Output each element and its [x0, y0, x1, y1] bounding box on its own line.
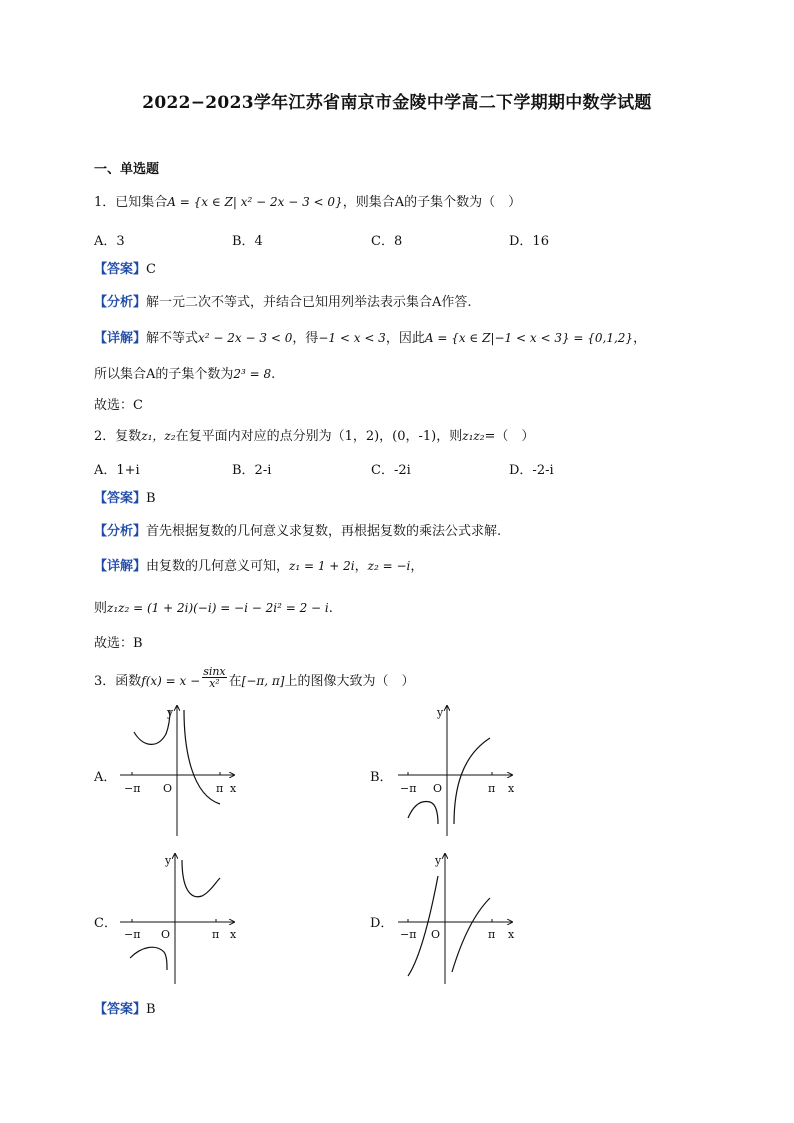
pi-label: π — [488, 928, 496, 941]
q2-detail — [94, 556, 423, 577]
q1-detail-end: ， — [633, 331, 647, 346]
q2-answer-value: B — [146, 491, 156, 506]
q1-analysis — [94, 293, 472, 313]
q2-stem-suffix: =（ ） — [484, 429, 535, 444]
neg-pi-label: −π — [124, 928, 141, 941]
q1-option-a: A．3 — [94, 234, 125, 249]
q3-fraction — [202, 666, 226, 689]
q2-answer — [94, 489, 156, 509]
q1-option-b: B．4 — [232, 234, 263, 249]
q1-conclusion-end: . — [271, 367, 276, 382]
q2-detail-separator: ， — [354, 559, 368, 574]
q3-stem-prefix: 3．函数 — [94, 674, 142, 689]
q2-detail-z1: z₁ = 1 + 2i — [289, 559, 355, 573]
curve-left — [408, 802, 438, 824]
q3-interval: [−π, π] — [241, 674, 285, 688]
q1-detail-mid2: ，因此 — [385, 331, 425, 346]
x-label: x — [230, 782, 237, 795]
q1-analysis-text: 解一元二次不等式，并结合已知用列举法表示集合A作答. — [146, 295, 472, 310]
page-title: 2022−2023学年江苏省南京市金陵中学高二下学期期中数学试题 — [142, 93, 652, 113]
q1-option-d: D．16 — [509, 234, 549, 249]
q1-stem-suffix: ，则集合A的子集个数为（ ） — [342, 195, 522, 210]
x-label: x — [508, 782, 515, 795]
q2-stem-variables: z₁，z₂ — [141, 429, 176, 443]
q1-answer-value: C — [146, 262, 156, 277]
neg-pi-label: −π — [124, 782, 141, 795]
answer-tag: 【答案】 — [94, 262, 147, 277]
q1-detail-range: −1 < x < 3 — [318, 331, 386, 345]
q3-answer-value: B — [146, 1002, 156, 1017]
neg-pi-label: −π — [400, 782, 417, 795]
q2-analysis-text: 首先根据复数的几何意义求复数，再根据复数的乘法公式求解. — [146, 524, 502, 539]
q3-option-a-label: A． — [94, 770, 117, 785]
x-label: x — [230, 928, 237, 941]
pi-label: π — [488, 782, 496, 795]
pi-label: π — [216, 782, 224, 795]
q1-detail-mid: ，得 — [292, 331, 319, 346]
q2-calc-expression: z₁z₂ = (1 + 2i)(−i) = −i − 2i² = 2 − i — [107, 601, 329, 615]
q2-option-a: A．1+i — [94, 463, 140, 478]
q1-stem-prefix: 1．已知集合 — [94, 195, 168, 210]
q2-detail-end: ， — [410, 559, 424, 574]
answer-tag: 【答案】 — [94, 1002, 147, 1017]
curve-left — [134, 710, 170, 744]
origin-label: O — [433, 782, 443, 795]
q3-stem-suffix: 上的图像大致为（ ） — [284, 674, 415, 689]
curve-right — [454, 738, 490, 824]
q1-detail-set: A = {x ∈ Z|−1 < x < 3} = {0,1,2} — [424, 331, 634, 345]
q1-choice: 故选：C — [94, 398, 143, 413]
curve-right — [452, 898, 490, 972]
q2-option-c: C．-2i — [371, 463, 411, 478]
q2-stem-product: z₁z₂ — [462, 429, 485, 443]
q3-fraction-denominator: x² — [209, 677, 220, 690]
analysis-tag: 【分析】 — [94, 524, 147, 539]
origin-label: O — [161, 928, 171, 941]
detail-tag: 【详解】 — [94, 331, 147, 346]
curve-left — [408, 876, 441, 976]
q2-stem — [94, 426, 534, 447]
q2-option-b: B．2-i — [232, 463, 272, 478]
curve-left — [130, 947, 167, 970]
q1-stem — [94, 192, 521, 213]
origin-label: O — [431, 928, 441, 941]
y-label: y — [437, 706, 444, 719]
q2-detail-prefix: 由复数的几何意义可知， — [146, 559, 290, 574]
q3-option-c-label: C． — [94, 916, 117, 931]
q3-fraction-numerator: sinx — [203, 665, 226, 678]
q1-conclusion — [94, 364, 275, 385]
analysis-tag: 【分析】 — [94, 295, 147, 310]
q2-option-d: D．-2-i — [509, 463, 554, 478]
q2-analysis — [94, 522, 501, 542]
q1-conclusion-expression: 2³ = 8 — [233, 367, 272, 381]
q1-detail — [94, 328, 646, 349]
pi-label: π — [212, 928, 220, 941]
q3-stem-mid: 在 — [228, 674, 242, 689]
q1-detail-inequality: x² − 2x − 3 < 0 — [198, 331, 293, 345]
x-label: x — [508, 928, 515, 941]
q3-function-lhs: f(x) = x − — [141, 674, 201, 688]
curve-right — [184, 710, 220, 804]
q2-stem-prefix: 2．复数 — [94, 429, 142, 444]
q2-detail-z2: z₂ = −i — [367, 559, 411, 573]
graph-b — [390, 700, 520, 840]
answer-tag: 【答案】 — [94, 491, 147, 506]
q1-detail-prefix: 解不等式 — [146, 331, 199, 346]
y-label: y — [435, 854, 442, 867]
q3-option-b-label: B． — [370, 770, 393, 785]
origin-label: O — [163, 782, 173, 795]
q2-stem-mid: 在复平面内对应的点分别为（1，2)，(0，-1)，则 — [175, 429, 463, 444]
q3-answer — [94, 1000, 156, 1020]
q3-stem — [94, 665, 415, 696]
q1-answer — [94, 260, 156, 280]
q1-conclusion-prefix: 所以集合A的子集个数为 — [94, 367, 234, 382]
graph-c — [112, 848, 242, 988]
q2-calc-prefix: 则 — [94, 601, 108, 616]
detail-tag: 【详解】 — [94, 559, 147, 574]
section-heading: 一、单选题 — [94, 162, 160, 177]
y-label: y — [167, 706, 174, 719]
q2-choice: 故选：B — [94, 636, 143, 651]
neg-pi-label: −π — [400, 928, 417, 941]
graph-d — [390, 848, 520, 988]
q2-calc-end: . — [328, 601, 333, 616]
q1-option-c: C．8 — [371, 234, 403, 249]
graph-a — [112, 700, 242, 840]
q3-option-d-label: D． — [370, 916, 394, 931]
q1-set-expression: A = {x ∈ Z| x² − 2x − 3 < 0} — [167, 195, 343, 209]
q2-calculation — [94, 598, 333, 619]
y-label: y — [165, 854, 172, 867]
curve-right — [182, 860, 220, 897]
